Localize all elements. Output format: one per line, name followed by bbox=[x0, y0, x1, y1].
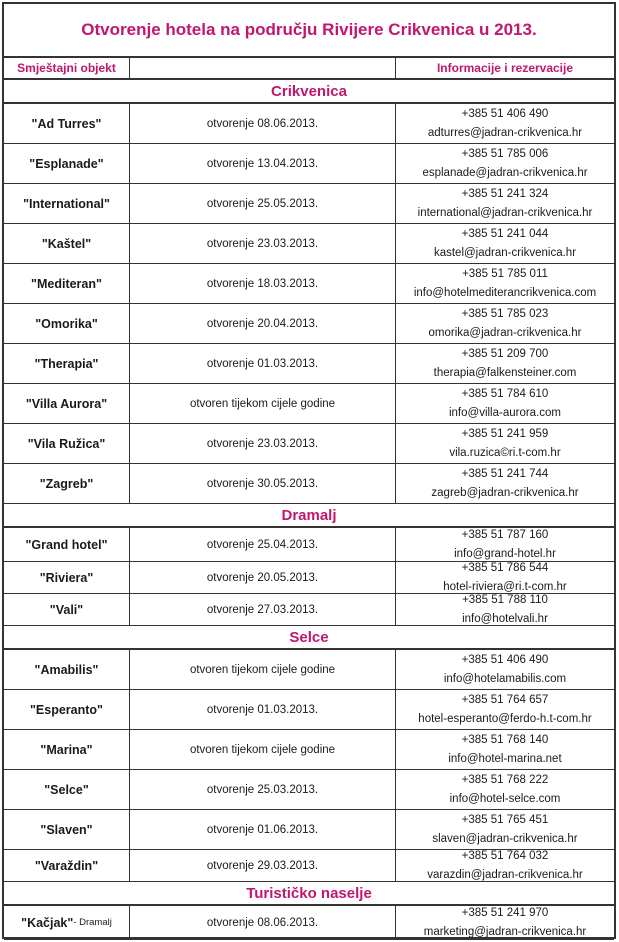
contact-info bbox=[396, 344, 614, 383]
opening-date: otvorenje 29.03.2013. bbox=[130, 850, 396, 881]
hotel-name-text: "Amabilis" bbox=[34, 662, 99, 677]
hotel-name-text: "Riviera" bbox=[39, 570, 94, 585]
phone-number: +385 51 406 490 bbox=[461, 107, 549, 120]
phone-number: +385 51 764 657 bbox=[461, 693, 549, 706]
phone-number: +385 51 768 222 bbox=[461, 773, 549, 786]
contact-info bbox=[396, 184, 614, 223]
phone-number: +385 51 406 490 bbox=[461, 653, 549, 666]
hotel-name bbox=[4, 690, 130, 729]
opening-date: otvoren tijekom cijele godine bbox=[130, 384, 396, 423]
email-link[interactable]: marketing@jadran-crikvenica.hr bbox=[423, 925, 587, 938]
hotel-name bbox=[4, 144, 130, 183]
opening-date: otvorenje 08.06.2013. bbox=[130, 906, 396, 939]
table-row bbox=[4, 224, 614, 264]
hotel-name-text: "Esperanto" bbox=[30, 702, 103, 717]
phone-number: +385 51 241 324 bbox=[461, 187, 549, 200]
contact-info bbox=[396, 850, 614, 881]
contact-info bbox=[396, 562, 614, 593]
contact-info bbox=[396, 730, 614, 769]
opening-date: otvorenje 18.03.2013. bbox=[130, 264, 396, 303]
email-link[interactable]: slaven@jadran-crikvenica.hr bbox=[432, 832, 578, 845]
email-link[interactable]: info@hotelamabilis.com bbox=[443, 672, 567, 685]
phone-number: +385 51 785 011 bbox=[462, 267, 548, 280]
email-link[interactable]: omorika@jadran-crikvenica.hr bbox=[428, 326, 582, 339]
hotel-name-text: "Marina" bbox=[40, 742, 93, 757]
table-row bbox=[4, 650, 614, 690]
hotel-name-text: "Vali" bbox=[49, 602, 84, 617]
opening-date: otvorenje 20.04.2013. bbox=[130, 304, 396, 343]
header-object: Smještajni objekt bbox=[4, 58, 130, 80]
table-row bbox=[4, 770, 614, 810]
phone-number: +385 51 788 110 bbox=[462, 593, 548, 606]
phone-number: +385 51 241 744 bbox=[461, 467, 549, 480]
page-title: Otvorenje hotela na području Rivijere Crikvenica u 2013. bbox=[4, 4, 614, 58]
opening-date: otvoren tijekom cijele godine bbox=[130, 730, 396, 769]
email-link[interactable]: info@hotel-marina.net bbox=[448, 752, 562, 765]
hotel-name-text: "Varaždin" bbox=[34, 858, 99, 873]
contact-info bbox=[396, 770, 614, 809]
table-row bbox=[4, 464, 614, 504]
phone-number: +385 51 241 959 bbox=[461, 427, 549, 440]
phone-number: +385 51 784 610 bbox=[461, 387, 549, 400]
hotel-name bbox=[4, 304, 130, 343]
hotel-name-text: "Slaven" bbox=[40, 822, 93, 837]
email-link[interactable]: info@hotelmediterancrikvenica.com bbox=[413, 286, 597, 299]
email-link[interactable]: therapia@falkensteiner.com bbox=[433, 366, 577, 379]
table-row bbox=[4, 906, 614, 940]
email-link[interactable]: info@hotel-selce.com bbox=[449, 792, 561, 805]
email-link[interactable]: info@villa-aurora.com bbox=[448, 406, 562, 419]
email-link[interactable]: esplanade@jadran-crikvenica.hr bbox=[422, 166, 588, 179]
hotel-name bbox=[4, 344, 130, 383]
contact-info bbox=[396, 810, 614, 849]
contact-info bbox=[396, 264, 614, 303]
email-link[interactable]: zagreb@jadran-crikvenica.hr bbox=[431, 486, 579, 499]
hotel-name bbox=[4, 224, 130, 263]
hotel-name-text: "International" bbox=[23, 196, 110, 211]
opening-date: otvoren tijekom cijele godine bbox=[130, 650, 396, 689]
hotel-name bbox=[4, 650, 130, 689]
contact-info bbox=[396, 464, 614, 503]
hotel-name-text: "Selce" bbox=[44, 782, 89, 797]
phone-number: +385 51 768 140 bbox=[461, 733, 549, 746]
opening-date: otvorenje 01.03.2013. bbox=[130, 344, 396, 383]
hotel-name bbox=[4, 104, 130, 143]
hotel-name-text: "Kaštel" bbox=[41, 236, 92, 251]
table-row bbox=[4, 104, 614, 144]
table-row bbox=[4, 594, 614, 626]
contact-info bbox=[396, 906, 614, 939]
contact-info bbox=[396, 224, 614, 263]
opening-date: otvorenje 25.05.2013. bbox=[130, 184, 396, 223]
opening-date: otvorenje 20.05.2013. bbox=[130, 562, 396, 593]
opening-date: otvorenje 25.03.2013. bbox=[130, 770, 396, 809]
email-link[interactable]: kastel@jadran-crikvenica.hr bbox=[433, 246, 577, 259]
email-link[interactable]: vila.ruzica©ri.t-com.hr bbox=[449, 446, 561, 459]
hotel-name bbox=[4, 770, 130, 809]
contact-info bbox=[396, 384, 614, 423]
contact-info bbox=[396, 104, 614, 143]
contact-info bbox=[396, 144, 614, 183]
section-heading: Turističko naselje bbox=[4, 882, 614, 906]
contact-info bbox=[396, 528, 614, 561]
contact-info bbox=[396, 424, 614, 463]
table-row bbox=[4, 528, 614, 562]
contact-info bbox=[396, 650, 614, 689]
header-opening bbox=[130, 58, 396, 80]
email-link[interactable]: info@hotelvali.hr bbox=[462, 612, 548, 625]
email-link[interactable]: hotel-riviera@ri.t-com.hr bbox=[443, 580, 567, 593]
hotel-opening-table bbox=[2, 2, 616, 939]
hotel-name bbox=[4, 562, 130, 593]
section-heading: Dramalj bbox=[4, 504, 614, 528]
hotel-name-text: "Zagreb" bbox=[39, 476, 94, 491]
table-row bbox=[4, 850, 614, 882]
email-link[interactable]: info@grand-hotel.hr bbox=[454, 547, 556, 560]
phone-number: +385 51 785 023 bbox=[461, 307, 549, 320]
hotel-name bbox=[4, 464, 130, 503]
table-row bbox=[4, 424, 614, 464]
table-row bbox=[4, 344, 614, 384]
hotel-name bbox=[4, 730, 130, 769]
table-row bbox=[4, 384, 614, 424]
section-heading: Selce bbox=[4, 626, 614, 650]
contact-info bbox=[396, 304, 614, 343]
opening-date: otvorenje 30.05.2013. bbox=[130, 464, 396, 503]
table-row bbox=[4, 730, 614, 770]
contact-info bbox=[396, 594, 614, 625]
email-link[interactable]: international@jadran-crikvenica.hr bbox=[417, 206, 593, 219]
hotel-name-text: "Therapia" bbox=[34, 356, 99, 371]
email-link[interactable]: adturres@jadran-crikvenica.hr bbox=[427, 126, 583, 139]
phone-number: +385 51 764 032 bbox=[461, 849, 549, 862]
hotel-name bbox=[4, 424, 130, 463]
opening-date: otvorenje 23.03.2013. bbox=[130, 424, 396, 463]
hotel-name-text: "Omorika" bbox=[35, 316, 98, 331]
phone-number: +385 51 241 044 bbox=[461, 227, 549, 240]
hotel-location: - Dramalj bbox=[73, 917, 112, 928]
phone-number: +385 51 241 970 bbox=[461, 906, 549, 919]
table-row bbox=[4, 264, 614, 304]
table-row bbox=[4, 184, 614, 224]
table-row bbox=[4, 144, 614, 184]
hotel-name bbox=[4, 528, 130, 561]
opening-date: otvorenje 25.04.2013. bbox=[130, 528, 396, 561]
phone-number: +385 51 785 006 bbox=[461, 147, 549, 160]
hotel-name bbox=[4, 810, 130, 849]
hotel-name-text: "Grand hotel" bbox=[25, 537, 108, 552]
hotel-name-text: "Ad Turres" bbox=[31, 116, 102, 131]
opening-date: otvorenje 23.03.2013. bbox=[130, 224, 396, 263]
phone-number: +385 51 787 160 bbox=[461, 528, 549, 541]
opening-date: otvorenje 13.04.2013. bbox=[130, 144, 396, 183]
section-heading: Crikvenica bbox=[4, 80, 614, 104]
table-row bbox=[4, 562, 614, 594]
hotel-name-text: "Vila Ružica" bbox=[27, 436, 106, 451]
hotel-name bbox=[4, 906, 130, 939]
phone-number: +385 51 765 451 bbox=[461, 813, 549, 826]
email-link[interactable]: hotel-esperanto@ferdo-h.t-com.hr bbox=[418, 712, 592, 725]
hotel-name bbox=[4, 184, 130, 223]
table-row bbox=[4, 304, 614, 344]
opening-date: otvorenje 27.03.2013. bbox=[130, 594, 396, 625]
header-info: Informacije i rezervacije bbox=[396, 58, 614, 80]
hotel-name-text: "Mediteran" bbox=[31, 276, 102, 291]
hotel-name bbox=[4, 384, 130, 423]
email-link[interactable]: varazdin@jadran-crikvenica.hr bbox=[427, 868, 583, 881]
opening-date: otvorenje 01.06.2013. bbox=[130, 810, 396, 849]
opening-date: otvorenje 01.03.2013. bbox=[130, 690, 396, 729]
hotel-name bbox=[4, 264, 130, 303]
hotel-name-text: "Kačjak" bbox=[21, 915, 74, 930]
opening-date: otvorenje 08.06.2013. bbox=[130, 104, 396, 143]
phone-number: +385 51 209 700 bbox=[461, 347, 549, 360]
hotel-name bbox=[4, 850, 130, 881]
hotel-name-text: "Villa Aurora" bbox=[25, 396, 108, 411]
hotel-name-text: "Esplanade" bbox=[29, 156, 104, 171]
table-row bbox=[4, 810, 614, 850]
table-row bbox=[4, 690, 614, 730]
phone-number: +385 51 786 544 bbox=[461, 561, 549, 574]
hotel-name bbox=[4, 594, 130, 625]
contact-info bbox=[396, 690, 614, 729]
